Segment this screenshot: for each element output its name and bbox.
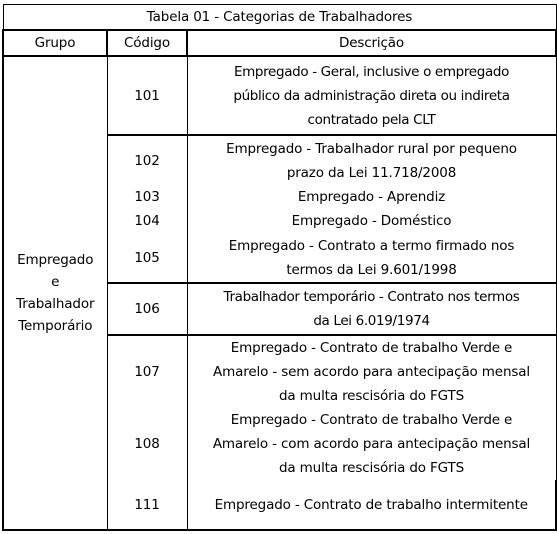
group-label-line: Empregado bbox=[17, 252, 94, 268]
code-cell: 103 bbox=[107, 185, 187, 209]
description-cell bbox=[187, 233, 556, 283]
description-cell bbox=[187, 408, 556, 480]
description-line: Empregado - Doméstico bbox=[291, 213, 452, 229]
description-cell bbox=[187, 480, 556, 530]
code-cell: 108 bbox=[107, 408, 187, 480]
group-cell bbox=[3, 56, 107, 530]
description-line: Trabalhador temporário - Contrato nos termos bbox=[223, 289, 520, 305]
description-line: prazo da Lei 11.718/2008 bbox=[286, 164, 457, 181]
table-header-row bbox=[3, 30, 556, 56]
description-cell bbox=[187, 135, 556, 185]
description-line: público da administração direta ou indireta bbox=[233, 87, 510, 104]
description-line: da multa rescisória do FGTS bbox=[278, 388, 464, 404]
description-line: Empregado - Contrato de trabalho Verde e bbox=[230, 340, 513, 356]
code-cell: 106 bbox=[107, 283, 187, 335]
description-line: termos da Lei 9.601/1998 bbox=[286, 261, 457, 278]
group-label-line: Temporário bbox=[18, 318, 93, 334]
description-line: Empregado - Geral, inclusive o empregado bbox=[233, 63, 510, 80]
description-cell bbox=[187, 209, 556, 233]
table-row bbox=[3, 56, 556, 135]
description-line: Empregado - Aprendiz bbox=[297, 189, 446, 205]
description-cell bbox=[187, 56, 556, 135]
table-title: Tabela 01 - Categorias de Trabalhadores bbox=[3, 5, 556, 31]
header-code: Código bbox=[107, 30, 187, 56]
code-cell: 111 bbox=[107, 480, 187, 530]
code-cell: 101 bbox=[107, 56, 187, 135]
description-line: Empregado - Contrato de trabalho Verde e bbox=[230, 412, 513, 428]
categories-table bbox=[2, 4, 557, 531]
description-line: Empregado - Contrato de trabalho intermitente bbox=[214, 496, 528, 513]
group-label-line: e bbox=[51, 274, 60, 290]
description-cell bbox=[187, 335, 556, 408]
code-cell: 102 bbox=[107, 135, 187, 185]
header-group: Grupo bbox=[3, 30, 107, 56]
description-cell bbox=[187, 283, 556, 335]
description-cell bbox=[187, 185, 556, 209]
description-line: Empregado - Trabalhador rural por pequeno bbox=[226, 140, 517, 157]
header-description: Descrição bbox=[187, 30, 556, 56]
description-line: da Lei 6.019/1974 bbox=[313, 313, 430, 329]
code-cell: 104 bbox=[107, 209, 187, 233]
code-cell: 105 bbox=[107, 233, 187, 283]
table-title-row bbox=[3, 5, 556, 31]
group-label-line: Trabalhador bbox=[16, 296, 95, 312]
description-line: Amarelo - com acordo para antecipação mensal bbox=[212, 436, 531, 452]
description-line: da multa rescisória do FGTS bbox=[278, 460, 464, 476]
description-line: Empregado - Contrato a termo firmado nos bbox=[228, 237, 515, 254]
code-cell: 107 bbox=[107, 335, 187, 408]
description-line: Amarelo - sem acordo para antecipação mensal bbox=[213, 364, 530, 380]
description-line: contratado pela CLT bbox=[307, 111, 436, 128]
